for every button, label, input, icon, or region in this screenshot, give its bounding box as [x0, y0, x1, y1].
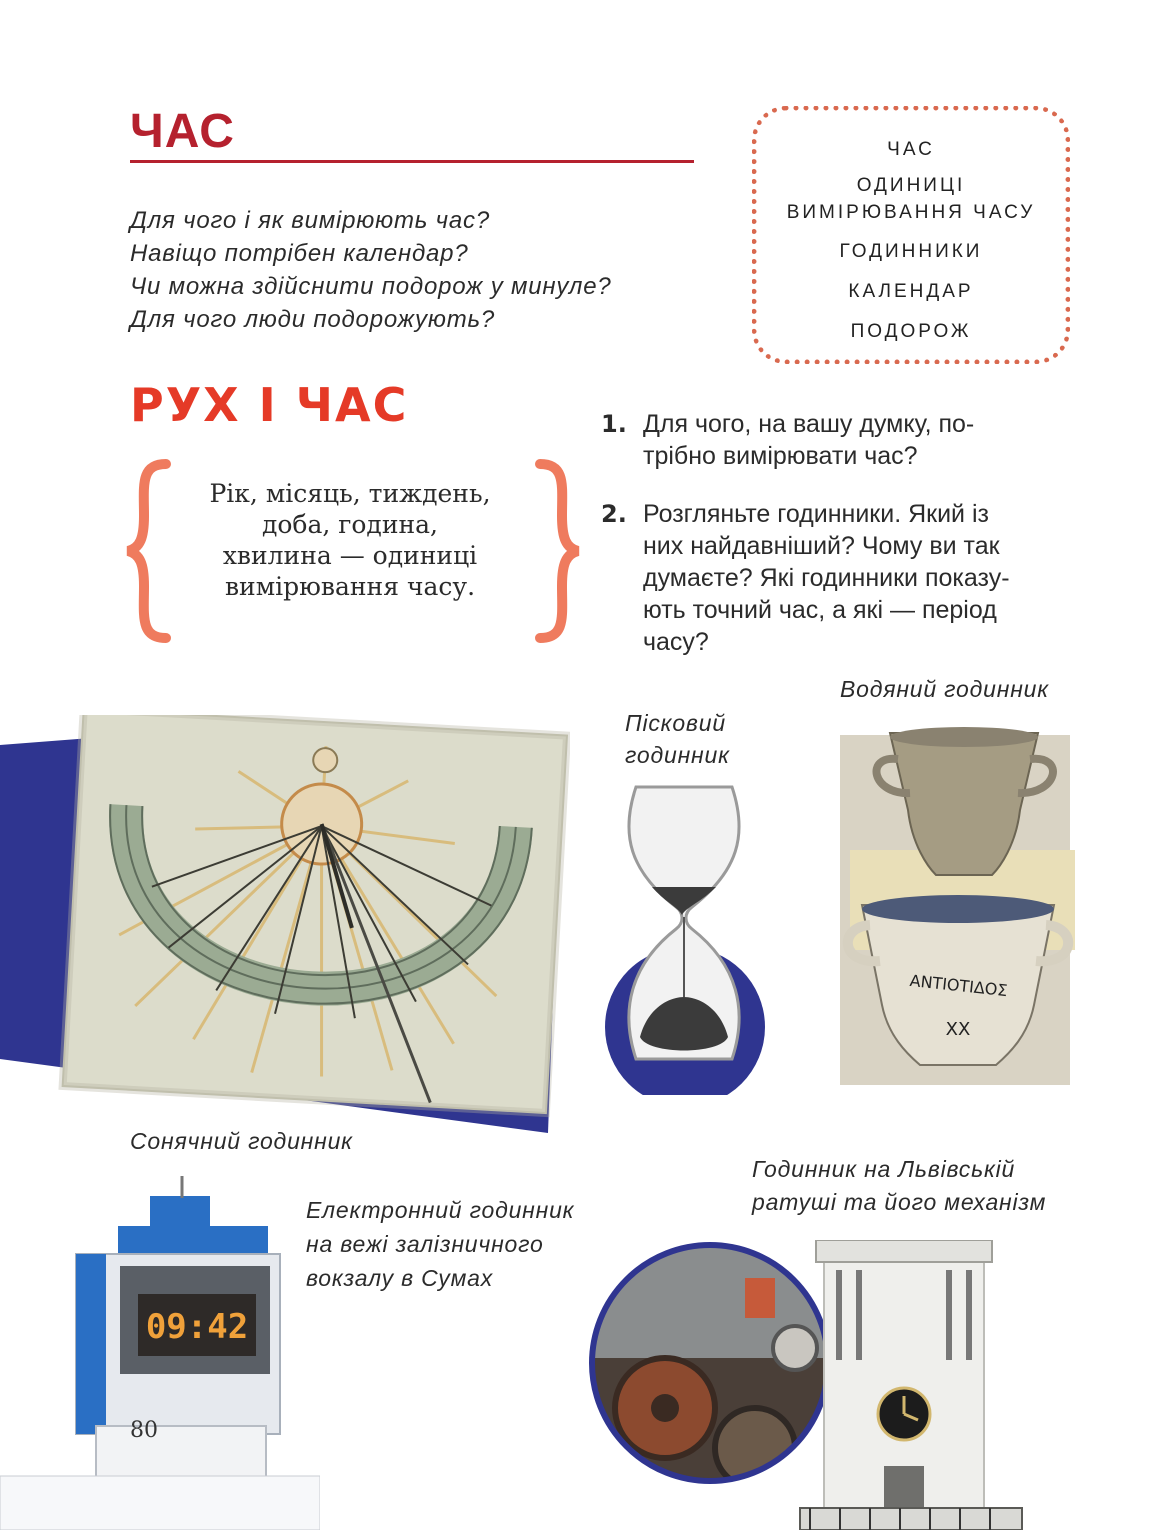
- intro-question: Чи можна здійснити подорож у минуле?: [130, 273, 612, 300]
- section-title: РУХ І ЧАС: [130, 378, 409, 432]
- digital-time: 09:42: [145, 1307, 249, 1347]
- keyword: КАЛЕНДАР: [848, 281, 974, 302]
- caption-line: ратуші та його механізм: [752, 1189, 1047, 1215]
- definition-text: [165, 478, 535, 602]
- intro-questions: [130, 204, 612, 336]
- task-number: 1.: [601, 410, 627, 438]
- caption-lviv-clock: [752, 1153, 1046, 1219]
- page-number: 80: [130, 1418, 158, 1443]
- definition-line: доба, година,: [261, 510, 438, 539]
- caption-line: Електронний годинник: [306, 1197, 575, 1223]
- vase-inscription-number: XX: [945, 1019, 971, 1040]
- right-brace-icon: [528, 456, 588, 646]
- caption-water-clock: Водяний годинник: [840, 676, 1049, 702]
- keyword: ОДИНИЦІ: [856, 175, 966, 196]
- caption-sundial: Сонячний годинник: [130, 1128, 353, 1154]
- caption-line: годинник: [625, 742, 730, 768]
- keyword: ПОДОРОЖ: [850, 321, 972, 342]
- intro-question: Для чого і як вимірюють час?: [130, 207, 490, 234]
- caption-line: Годинник на Львівській: [752, 1156, 1016, 1182]
- caption-line: на вежі залізничного: [306, 1231, 544, 1257]
- water-clock-illustration: [820, 715, 1082, 1085]
- definition-line: Рік, місяць, тиждень,: [209, 479, 491, 508]
- caption-line: Пісковий: [625, 710, 726, 736]
- task-text: [643, 408, 1077, 472]
- task-text: [643, 498, 1077, 658]
- intro-question: Навіщо потрібен календар?: [130, 240, 469, 267]
- hourglass-illustration: [600, 775, 770, 1095]
- keyword: ГОДИННИКИ: [839, 241, 983, 262]
- title-underline: [130, 160, 694, 163]
- keywords-box: [752, 106, 1070, 364]
- task-line: думаєте? Які годинники показу-: [643, 564, 1010, 592]
- caption-electronic-clock: [306, 1193, 574, 1295]
- vase-inscription: ΑΝΤΙΟΤΙΔΟΣ: [908, 970, 1009, 1001]
- task-line: ють точний час, а які — період: [643, 596, 997, 624]
- page-title: ЧАС: [130, 105, 235, 158]
- task-line: Розгляньте годинники. Який із: [643, 500, 989, 528]
- caption-line: вокзалу в Сумах: [306, 1265, 494, 1291]
- definition-line: вимірювання часу.: [224, 572, 476, 601]
- task-line: часу?: [643, 628, 709, 656]
- task-line: Для чого, на вашу думку, по-: [643, 410, 975, 438]
- task-number: 2.: [601, 500, 627, 528]
- intro-question: Для чого люди подорожують?: [130, 306, 496, 333]
- sundial-illustration: [0, 715, 570, 1135]
- keyword: ВИМІРЮВАННЯ ЧАСУ: [786, 202, 1036, 223]
- lviv-town-hall-tower: [780, 1240, 1042, 1530]
- keyword: ЧАС: [887, 139, 935, 160]
- electronic-clock-tower: [0, 1176, 320, 1530]
- task-line: них найдавніший? Чому ви так: [643, 532, 1000, 560]
- caption-sand-clock: [625, 707, 730, 771]
- definition-line: хвилина — одиниці: [222, 541, 478, 570]
- task-line: трібно вимірювати час?: [643, 442, 918, 470]
